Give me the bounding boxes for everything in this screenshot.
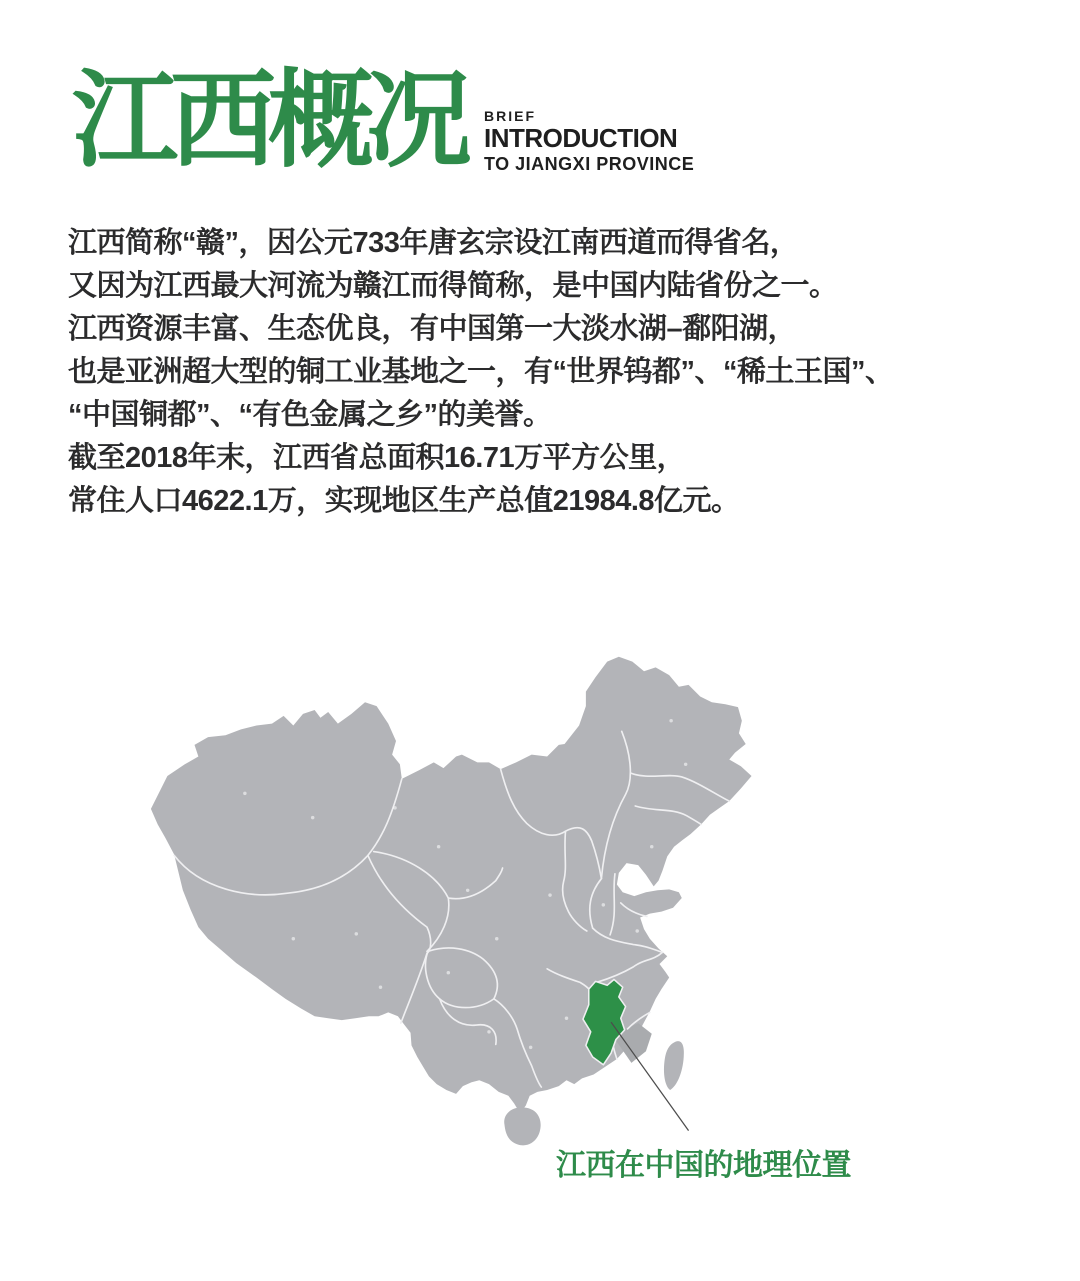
subtitle-line-brief: BRIEF xyxy=(484,108,536,124)
intro-line-7: 常住人口4622.1万，实现地区生产总值21984.8亿元。 xyxy=(68,485,740,517)
subtitle-line-introduction: INTRODUCTION xyxy=(484,123,678,153)
subtitle-line-province: TO JIANGXI PROVINCE xyxy=(484,154,695,174)
intro-paragraph xyxy=(68,222,968,523)
page-title: 江西概况 xyxy=(72,62,464,180)
intro-line-1: 江西简称“赣”，因公元733年唐玄宗设江南西道而得省名， xyxy=(68,227,799,259)
intro-line-6: 截至2018年末，江西省总面积16.71万平方公里， xyxy=(68,442,686,474)
intro-line-2: 又因为江西最大河流为赣江而得简称，是中国内陆省份之一。 xyxy=(68,270,838,302)
hainan-island xyxy=(504,1107,540,1145)
page-subtitle xyxy=(484,108,694,175)
taiwan-island xyxy=(664,1041,684,1090)
china-map-svg xyxy=(148,648,768,1152)
china-map xyxy=(148,648,851,1182)
map-caption: 江西在中国的地理位置 xyxy=(556,1149,851,1182)
intro-line-5: “中国铜都”、“有色金属之乡”的美誉。 xyxy=(68,399,552,431)
intro-line-3: 江西资源丰富、生态优良，有中国第一大淡水湖–鄱阳湖， xyxy=(68,313,797,345)
intro-line-4: 也是亚洲超大型的铜工业基地之一，有“世界钨都”、“稀土王国”、 xyxy=(68,356,894,388)
china-mainland xyxy=(151,657,752,1114)
